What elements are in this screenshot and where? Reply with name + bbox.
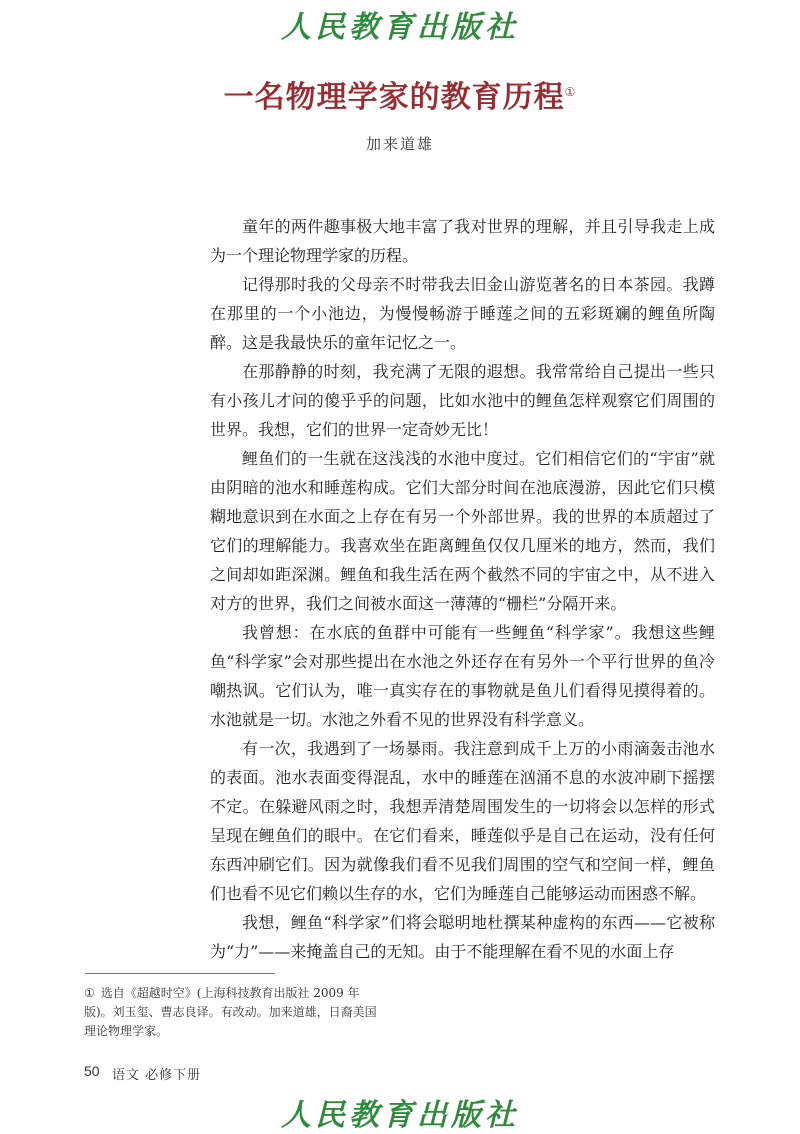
paragraph: 在那静静的时刻，我充满了无限的遐想。我常常给自己提出一些只有小孩儿才问的傻乎乎的问题，比如水池中的鲤鱼怎样观察它们周围的世界。我想，它们的世界一定奇妙无比！ — [210, 362, 715, 439]
paragraph: 童年的两件趣事极大地丰富了我对世界的理解，并且引导我走上成为一个理论物理学家的历程。 — [210, 217, 715, 265]
article-body — [210, 212, 715, 966]
article-title — [0, 72, 800, 116]
book-name: 语文 必修下册 — [112, 1068, 202, 1083]
page-number: 50 — [84, 1063, 100, 1079]
paragraph: 我想，鲤鱼“科学家”们将会聪明地杜撰某种虚构的东西——它被称为“力”——来掩盖自己的无知。由于不能理解在看不见的水面上存 — [210, 913, 715, 961]
paragraph: 鲤鱼们的一生就在这浅浅的水池中度过。它们相信它们的“宇宙”就由阴暗的池水和睡莲构成。它们大部分时间在池底漫游，因此它们只模糊地意识到在水面之上存在有另一个外部世界。我的世界的本质超过了它们的理解能力。我喜欢坐在距离鲤鱼仅仅几厘米的地方，然而，我们之间却如距深渊。鲤鱼和我生活在两个截然不同的宇宙之中，从不进入对方的世界，我们之间被水面这一薄薄的“栅栏”分隔开来。 — [210, 449, 715, 613]
article-title-text: 一名物理学家的教育历程 — [223, 80, 565, 115]
publisher-logo-top: 人民教育出版社 — [281, 10, 519, 45]
publisher-logo-bottom: 人民教育出版社 — [281, 1098, 519, 1133]
footnote-divider — [85, 973, 275, 974]
title-footnote-marker: ① — [564, 85, 577, 99]
paragraph: 有一次，我遇到了一场暴雨。我注意到成千上万的小雨滴轰击池水的表面。池水表面变得混乱，水中的睡莲在汹涌不息的水波冲刷下摇摆不定。在躲避风雨之时，我想弄清楚周围发生的一切将会以怎样的形式呈现在鲤鱼们的眼中。在它们看来，睡莲似乎是自己在运动，没有任何东西冲刷它们。因为就像我们看不见我们周围的空气和空间一样，鲤鱼们也看不见它们赖以生存的水，它们为睡莲自己能够运动而困惑不解。 — [210, 739, 715, 903]
author-name: 加来道雄 — [365, 135, 434, 153]
footnote-marker: ① — [84, 986, 95, 1000]
footnote — [84, 984, 379, 1041]
paragraph: 记得那时我的父母亲不时带我去旧金山游览著名的日本茶园。我蹲在那里的一个小池边，为慢慢畅游于睡莲之间的五彩斑斓的鲤鱼所陶醉。这是我最快乐的童年记忆之一。 — [210, 275, 715, 352]
paragraph: 我曾想：在水底的鱼群中可能有一些鲤鱼“科学家”。我想这些鲤鱼“科学家”会对那些提出在水池之外还存在有另外一个平行世界的鱼冷嘲热讽。它们认为，唯一真实存在的事物就是鱼儿们看得见摸得着的。水池就是一切。水池之外看不见的世界没有科学意义。 — [210, 623, 715, 729]
footnote-text: 选自《超越时空》(上海科技教育出版社 2009 年版)。刘玉玺、曹志良译。有改动。加来道雄，日裔美国理论物理学家。 — [84, 986, 377, 1038]
